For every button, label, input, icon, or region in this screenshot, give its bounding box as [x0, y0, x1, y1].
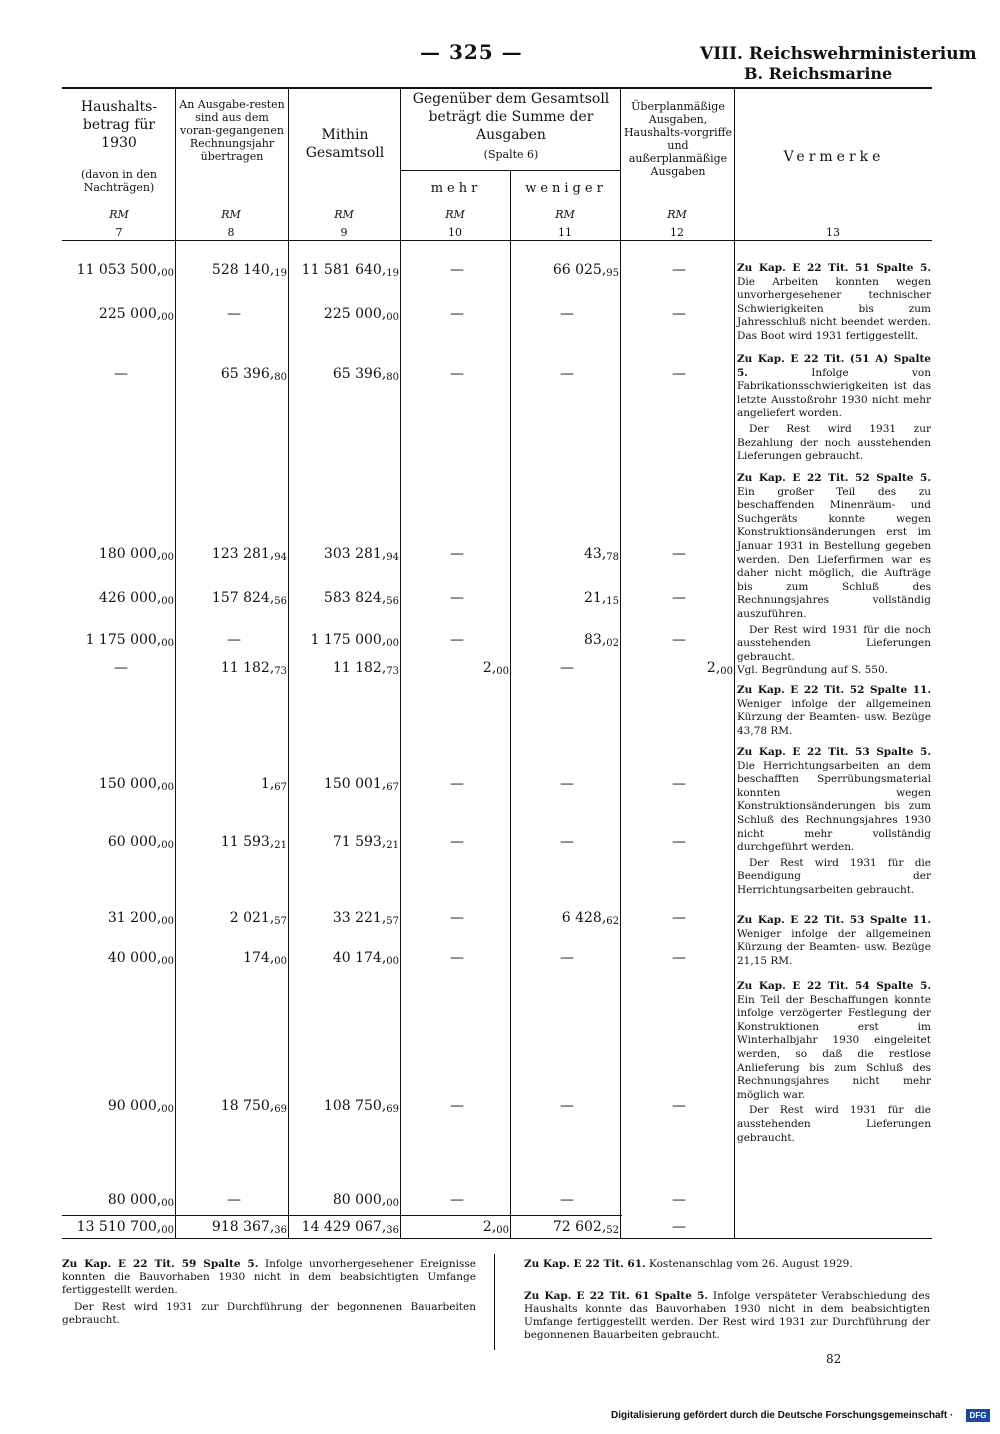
row-2-c12-cell: — [672, 306, 686, 322]
row-4-c12-cell: — [672, 546, 686, 562]
footnote-divider [494, 1254, 495, 1350]
row-5-c8-cell: 157 $824,_{56}$ [211, 590, 287, 607]
row-6-c7-cell: 1 175 $000,_{00}$ [85, 632, 174, 649]
row-8-c12-cell: — [672, 776, 686, 792]
row-3-c8-cell: 65 $396,_{80}$ [220, 366, 287, 383]
col-number: 10 [448, 226, 462, 239]
remark-2: Zu Kap. E 22 Tit. (51 A) Spalte 5. Infolge von Fabrikationsschwierigkeiten ist das letzte Ausstoßrohr 1930 nicht mehr angeliefert worden. Der Rest wird 1931 zur Bezahlung der noch ausstehenden Lieferungen gebraucht. [737, 353, 932, 463]
row-9-c8-cell: 11 $593,_{21}$ [220, 834, 287, 851]
row-6-c9-cell: 1 175 $000,_{00}$ [310, 632, 399, 649]
remark-7: Zu Kap. E 22 Tit. 53 Spalte 11. Weniger infolge der allgemeinen Kürzung der Beamten- usw. Bezüge 21,15 RM. [737, 914, 931, 967]
subsection-title: B. Reichsmarine [744, 64, 893, 83]
row-1-c8-cell: 528 $140,_{19}$ [211, 262, 287, 279]
row-12-c8-cell: 18 $750,_{69}$ [220, 1098, 287, 1115]
unit-label: RM [555, 208, 575, 221]
row-3-c11-cell: — [560, 366, 574, 382]
row-2-c10-cell: — [450, 306, 464, 322]
row-11-c7-cell: 40 $000,_{00}$ [107, 950, 174, 967]
row-12-c7-cell: 90 $000,_{00}$ [107, 1098, 174, 1115]
col11-header: weniger [525, 181, 607, 196]
row-11-c10-cell: — [450, 950, 464, 966]
row-10-c9-cell: 33 $221,_{57}$ [332, 910, 399, 927]
col13-header: Vermerke [783, 149, 885, 165]
row-5-c7-cell: 426 $000,_{00}$ [98, 590, 174, 607]
footnote-right-1: Zu Kap. E 22 Tit. 61. Kostenanschlag vom 26. August 1929. [524, 1258, 853, 1270]
row-9-c11-cell: — [560, 834, 574, 850]
row-3-c7-cell: — [114, 366, 128, 382]
unit-label: RM [667, 208, 687, 221]
row-8-c10-cell: — [450, 776, 464, 792]
row-1-c7-cell: 11 053 $500,_{00}$ [76, 262, 174, 279]
row-4-c7-cell: 180 $000,_{00}$ [98, 546, 174, 563]
row-13-c7-cell: 80 $000,_{00}$ [107, 1192, 174, 1209]
header-bottom-rule [62, 240, 932, 241]
row-13-c10-cell: — [450, 1192, 464, 1208]
row-10-c7-cell: 31 $200,_{00}$ [107, 910, 174, 927]
footnote-right-2: Zu Kap. E 22 Tit. 61 Spalte 5. Infolge verspäteter Verabschiedung des Haushalts konnte das Bauvorhaben 1930 nicht in dem beabsichtigten Umfange fertiggestellt werden. Der Rest wird 1931 zur Durchführung der begonnenen Bauarbeiten gebraucht. [524, 1290, 930, 1341]
col9-header: Mithin Gesamtsoll [305, 127, 385, 161]
row-9-c9-cell: 71 $593,_{21}$ [332, 834, 399, 851]
row-11-c8-cell: $174,_{00}$ [243, 950, 287, 967]
group-header: Gegenüber dem Gesamtsoll beträgt die Summe der Ausgaben [412, 91, 610, 143]
total-c9-cell: 14 429 $067,_{36}$ [301, 1219, 399, 1236]
row-10-c10-cell: — [450, 910, 464, 926]
row-3-c10-cell: — [450, 366, 464, 382]
row-4-c9-cell: 303 $281,_{94}$ [323, 546, 399, 563]
row-11-c9-cell: 40 $174,_{00}$ [332, 950, 399, 967]
unit-label: RM [334, 208, 354, 221]
row-13-c9-cell: 80 $000,_{00}$ [332, 1192, 399, 1209]
total-c10-cell: $2,_{00}$ [482, 1219, 509, 1236]
col7-note: (davon in den Nachträgen) [80, 168, 158, 194]
table-bottom-rule [62, 1238, 932, 1239]
row-7-c7-cell: — [114, 660, 128, 676]
row-5-c10-cell: — [450, 590, 464, 606]
row-4-c10-cell: — [450, 546, 464, 562]
col-number: 12 [670, 226, 684, 239]
table-top-rule [62, 87, 932, 89]
row-3-c9-cell: 65 $396,_{80}$ [332, 366, 399, 383]
row-8-c7-cell: 150 $000,_{00}$ [98, 776, 174, 793]
row-12-c10-cell: — [450, 1098, 464, 1114]
row-8-c9-cell: 150 $001,_{67}$ [323, 776, 399, 793]
unit-label: RM [445, 208, 465, 221]
row-6-c8-cell: — [227, 632, 241, 648]
col10-header: mehr [430, 181, 482, 196]
total-c7-cell: 13 510 $700,_{00}$ [76, 1219, 174, 1236]
col-divider [510, 170, 511, 1238]
row-2-c11-cell: — [560, 306, 574, 322]
total-c8-cell: 918 $367,_{36}$ [211, 1219, 287, 1236]
col-divider [734, 88, 735, 1238]
row-7-c10-cell: $2,_{00}$ [482, 660, 509, 677]
row-11-c12-cell: — [672, 950, 686, 966]
row-7-c12-cell: $2,_{00}$ [706, 660, 733, 677]
row-7-c9-cell: 11 $182,_{73}$ [332, 660, 399, 677]
row-7-c11-cell: — [560, 660, 574, 676]
total-c12-cell: — [672, 1219, 686, 1235]
row-5-c9-cell: 583 $824,_{56}$ [323, 590, 399, 607]
total-c11-cell: 72 $602,_{52}$ [552, 1219, 619, 1236]
row-8-c8-cell: $1,_{67}$ [260, 776, 287, 793]
col-number: 11 [558, 226, 572, 239]
row-12-c11-cell: — [560, 1098, 574, 1114]
row-2-c7-cell: 225 $000,_{00}$ [98, 306, 174, 323]
row-4-c8-cell: 123 $281,_{94}$ [211, 546, 287, 563]
row-4-c11-cell: $43,_{78}$ [584, 546, 619, 563]
row-13-c12-cell: — [672, 1192, 686, 1208]
col12-header: Überplanmäßige Ausgaben, Haushalts-vorgriffe und außerplanmäßige Ausgaben [623, 100, 733, 178]
row-2-c9-cell: 225 $000,_{00}$ [323, 306, 399, 323]
remark-4: Vgl. Begründung auf S. 550. [737, 664, 888, 676]
col7-header: Haushalts-betrag für 1930 [80, 99, 158, 151]
row-7-c8-cell: 11 $182,_{73}$ [220, 660, 287, 677]
row-11-c11-cell: — [560, 950, 574, 966]
remark-8: Zu Kap. E 22 Tit. 54 Spalte 5. Ein Teil der Beschaffungen konnte infolge verzögerter Festlegung der Konstruktionen erst im Winterhalbjahr 1930 eingeleitet werden, so daß die restlose Anlieferung bis zum Schluß des Rechnungsjahres nicht mehr möglich war. Der Rest wird 1931 für die ausstehenden Lieferungen gebraucht. [737, 980, 931, 1144]
row-12-c12-cell: — [672, 1098, 686, 1114]
row-2-c8-cell: — [227, 306, 241, 322]
page-number: 82 [826, 1352, 842, 1366]
unit-label: RM [109, 208, 129, 221]
col-number: 7 [115, 226, 123, 239]
row-6-c11-cell: $83,_{02}$ [584, 632, 619, 649]
row-9-c12-cell: — [672, 834, 686, 850]
footnote-left: Zu Kap. E 22 Tit. 59 Spalte 5. Infolge unvorhergesehener Ereignisse konnten die Bauvorhaben 1930 nicht in dem beabsichtigten Umfange fertiggestellt werden. Der Rest wird 1931 zur Durchführung der begonnenen Bauarbeiten gebraucht. [62, 1258, 477, 1326]
dfg-logo: DFG [966, 1409, 990, 1422]
row-5-c11-cell: $21,_{15}$ [584, 590, 619, 607]
row-13-c11-cell: — [560, 1192, 574, 1208]
digitization-credit: Digitalisierung gefördert durch die Deutsche Forschungsgemeinschaft · [611, 1410, 954, 1421]
unit-label: RM [221, 208, 241, 221]
row-1-c9-cell: 11 581 $640,_{19}$ [301, 262, 399, 279]
row-9-c10-cell: — [450, 834, 464, 850]
row-6-c12-cell: — [672, 632, 686, 648]
col8-header: An Ausgabe-resten sind aus dem voran-gegangenen Rechnungsjahr übertragen [179, 98, 285, 163]
remark-3: Zu Kap. E 22 Tit. 52 Spalte 5. Ein großer Teil des zu beschaffenden Minenräum- und Suchgeräts konnte wegen Konstruktionsänderungen erst im Januar 1931 in Bestellung gegeben werden. Den Lieferfirmen war es daher nicht möglich, die Aufträge bis zum Schluß des Rechnungsjahres vollständig auszuführen. Der Rest wird 1931 für die noch ausstehenden Lieferungen gebraucht. [737, 472, 931, 663]
remark-1: Zu Kap. E 22 Tit. 51 Spalte 5. Die Arbeiten konnten wegen unvorhergesehener technischer Schwierigkeiten bis zum Jahresschluß nicht beendet werden. Das Boot wird 1931 fertiggestellt. [737, 262, 931, 342]
row-5-c12-cell: — [672, 590, 686, 606]
row-8-c11-cell: — [560, 776, 574, 792]
col-number: 8 [227, 226, 235, 239]
page-number-header: — 325 — [420, 40, 523, 64]
row-13-c8-cell: — [227, 1192, 241, 1208]
row-12-c9-cell: 108 $750,_{69}$ [323, 1098, 399, 1115]
row-1-c12-cell: — [672, 262, 686, 278]
row-9-c7-cell: 60 $000,_{00}$ [107, 834, 174, 851]
row-10-c11-cell: 6 $428,_{62}$ [561, 910, 619, 927]
row-10-c12-cell: — [672, 910, 686, 926]
row-1-c10-cell: — [450, 262, 464, 278]
remark-5: Zu Kap. E 22 Tit. 52 Spalte 11. Weniger infolge der allgemeinen Kürzung der Beamten- usw. Bezüge 43,78 RM. [737, 684, 931, 737]
group-note: (Spalte 6) [483, 148, 539, 161]
col-number: 9 [340, 226, 348, 239]
col-number: 13 [826, 226, 840, 239]
total-rule [62, 1215, 622, 1216]
section-title: VIII. Reichswehrministerium [700, 44, 977, 64]
remark-6: Zu Kap. E 22 Tit. 53 Spalte 5. Die Herrichtungsarbeiten an dem beschafften Sperrübungsmaterial konnten wegen Konstruktionsänderungen bis zum Schluß des Rechnungsjahres 1930 nicht mehr vollständig durchgeführt werden. Der Rest wird 1931 für die Beendigung der Herrichtungsarbeiten gebraucht. [737, 746, 931, 896]
row-3-c12-cell: — [672, 366, 686, 382]
row-1-c11-cell: 66 $025,_{95}$ [552, 262, 619, 279]
row-10-c8-cell: 2 $021,_{57}$ [229, 910, 287, 927]
row-6-c10-cell: — [450, 632, 464, 648]
